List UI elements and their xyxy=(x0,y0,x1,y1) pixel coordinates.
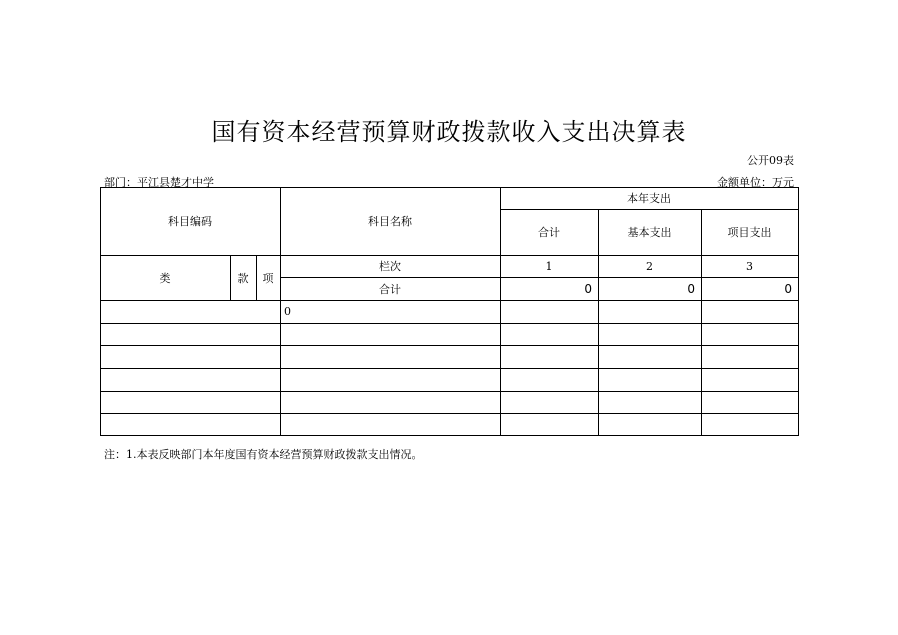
column-number-3: 3 xyxy=(746,259,753,273)
page-title: 国有资本经营预算财政拨款收入支出决算表 xyxy=(211,118,687,146)
total-row-total: 0 xyxy=(584,281,592,296)
header-xiang: 项 xyxy=(262,271,274,285)
department-label: 部门：平江县楚才中学 xyxy=(104,176,214,189)
footnote: 注：1.本表反映部门本年度国有资本经营预算财政拨款支出情况。 xyxy=(104,448,423,461)
header-project: 项目支出 xyxy=(727,226,772,239)
total-row-basic: 0 xyxy=(687,281,695,296)
total-row-project: 0 xyxy=(784,281,792,296)
header-current-year: 本年支出 xyxy=(627,192,671,205)
column-number-2: 2 xyxy=(646,259,653,273)
form-number: 公开09表 xyxy=(747,154,794,167)
header-name: 科目名称 xyxy=(368,215,412,228)
header-basic: 基本支出 xyxy=(627,226,672,239)
table-row-first-value: 0 xyxy=(284,305,291,318)
header-kuan: 款 xyxy=(237,271,249,285)
column-order-label: 栏次 xyxy=(379,260,401,273)
header-lei: 类 xyxy=(159,271,171,285)
column-number-1: 1 xyxy=(545,259,553,273)
total-row-label: 合计 xyxy=(379,282,401,296)
header-total: 合计 xyxy=(538,226,560,239)
amount-unit-label: 金额单位：万元 xyxy=(717,176,794,189)
header-code: 科目编码 xyxy=(168,215,212,228)
